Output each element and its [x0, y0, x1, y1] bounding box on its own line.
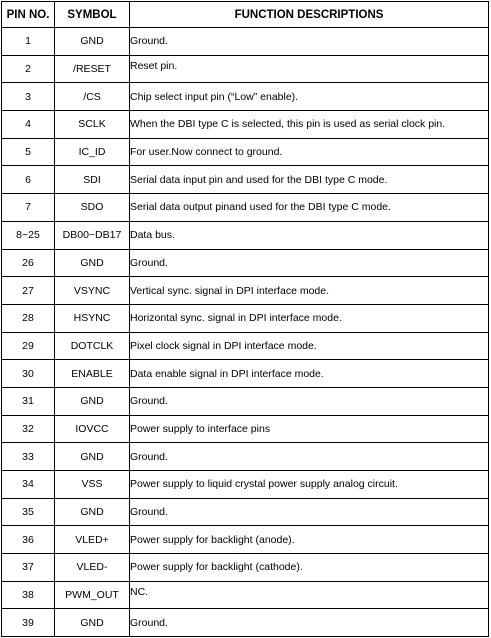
- symbol-cell: /RESET: [55, 55, 130, 83]
- function-description-cell: Ground.: [130, 498, 489, 526]
- pin-number-cell: 29: [2, 332, 55, 360]
- symbol-cell: GND: [55, 609, 130, 637]
- pin-number-cell: 31: [2, 387, 55, 415]
- symbol-cell: GND: [55, 387, 130, 415]
- table-row: [2, 443, 489, 471]
- function-description-cell: Ground.: [130, 387, 489, 415]
- symbol-cell: PWM_OUT: [55, 581, 130, 609]
- function-description-cell: Power supply to interface pins: [130, 415, 489, 443]
- function-description-cell: Power supply for backlight (cathode).: [130, 554, 489, 582]
- function-description-cell: NC.: [130, 581, 489, 609]
- table-row: [2, 471, 489, 499]
- table-row: [2, 304, 489, 332]
- symbol-cell: VLED-: [55, 554, 130, 582]
- pin-number-cell: 28: [2, 304, 55, 332]
- pin-number-cell: 26: [2, 249, 55, 277]
- table-row: [2, 526, 489, 554]
- function-description-cell: Power supply for backlight (anode).: [130, 526, 489, 554]
- symbol-cell: SCLK: [55, 111, 130, 139]
- table-row: [2, 554, 489, 582]
- table-row: [2, 360, 489, 388]
- pin-number-cell: 1: [2, 28, 55, 56]
- table-row: [2, 498, 489, 526]
- pin-number-cell: 2: [2, 55, 55, 83]
- symbol-cell: SDI: [55, 166, 130, 194]
- symbol-cell: /CS: [55, 83, 130, 111]
- symbol-cell: GND: [55, 498, 130, 526]
- symbol-cell: HSYNC: [55, 304, 130, 332]
- pin-number-cell: 3: [2, 83, 55, 111]
- function-description-cell: Ground.: [130, 443, 489, 471]
- pin-number-cell: 30: [2, 360, 55, 388]
- function-description-cell: Chip select input pin (“Low” enable).: [130, 83, 489, 111]
- function-description-cell: Horizontal sync. signal in DPI interface mode.: [130, 304, 489, 332]
- symbol-cell: GND: [55, 249, 130, 277]
- pin-number-cell: 5: [2, 138, 55, 166]
- symbol-cell: IC_ID: [55, 138, 130, 166]
- table-row: [2, 221, 489, 249]
- pin-number-cell: 33: [2, 443, 55, 471]
- symbol-cell: GND: [55, 443, 130, 471]
- table-row: [2, 415, 489, 443]
- symbol-cell: DB00~DB17: [55, 221, 130, 249]
- function-description-cell: For user.Now connect to ground.: [130, 138, 489, 166]
- pin-number-cell: 4: [2, 111, 55, 139]
- function-description-cell: Serial data output pinand used for the DBI type C mode.: [130, 194, 489, 222]
- table-row: [2, 387, 489, 415]
- pin-number-cell: 6: [2, 166, 55, 194]
- pin-number-cell: 37: [2, 554, 55, 582]
- symbol-cell: DOTCLK: [55, 332, 130, 360]
- header-row: [2, 2, 489, 28]
- pin-number-cell: 35: [2, 498, 55, 526]
- table-row: [2, 28, 489, 56]
- function-description-cell: Vertical sync. signal in DPI interface mode.: [130, 277, 489, 305]
- table-row: [2, 55, 489, 83]
- function-description-cell: Data bus.: [130, 221, 489, 249]
- header-pin-no: PIN NO.: [2, 2, 55, 28]
- symbol-cell: VSYNC: [55, 277, 130, 305]
- table-row: [2, 194, 489, 222]
- function-description-cell: Ground.: [130, 609, 489, 637]
- pin-number-cell: 7: [2, 194, 55, 222]
- symbol-cell: IOVCC: [55, 415, 130, 443]
- table-row: [2, 138, 489, 166]
- pin-number-cell: 38: [2, 581, 55, 609]
- pin-number-cell: 8~25: [2, 221, 55, 249]
- function-description-cell: Reset pin.: [130, 55, 489, 83]
- function-description-cell: Serial data input pin and used for the DBI type C mode.: [130, 166, 489, 194]
- pin-number-cell: 36: [2, 526, 55, 554]
- function-description-cell: Pixel clock signal in DPI interface mode.: [130, 332, 489, 360]
- table-row: [2, 277, 489, 305]
- header-symbol: SYMBOL: [55, 2, 130, 28]
- symbol-cell: GND: [55, 28, 130, 56]
- pin-number-cell: 27: [2, 277, 55, 305]
- table-row: [2, 111, 489, 139]
- symbol-cell: VLED+: [55, 526, 130, 554]
- symbol-cell: VSS: [55, 471, 130, 499]
- function-description-cell: Ground.: [130, 28, 489, 56]
- pin-number-cell: 32: [2, 415, 55, 443]
- table-row: [2, 83, 489, 111]
- function-description-cell: Ground.: [130, 249, 489, 277]
- symbol-cell: ENABLE: [55, 360, 130, 388]
- function-description-cell: When the DBI type C is selected, this pin is used as serial clock pin.: [130, 111, 489, 139]
- pin-number-cell: 34: [2, 471, 55, 499]
- pin-description-table: [1, 1, 489, 637]
- symbol-cell: SDO: [55, 194, 130, 222]
- table-row: [2, 332, 489, 360]
- function-description-cell: Power supply to liquid crystal power supply analog circuit.: [130, 471, 489, 499]
- function-description-cell: Data enable signal in DPI interface mode.: [130, 360, 489, 388]
- table-row: [2, 166, 489, 194]
- pin-number-cell: 39: [2, 609, 55, 637]
- table-row: [2, 609, 489, 637]
- table-row: [2, 581, 489, 609]
- header-function-descriptions: FUNCTION DESCRIPTIONS: [130, 2, 489, 28]
- table-row: [2, 249, 489, 277]
